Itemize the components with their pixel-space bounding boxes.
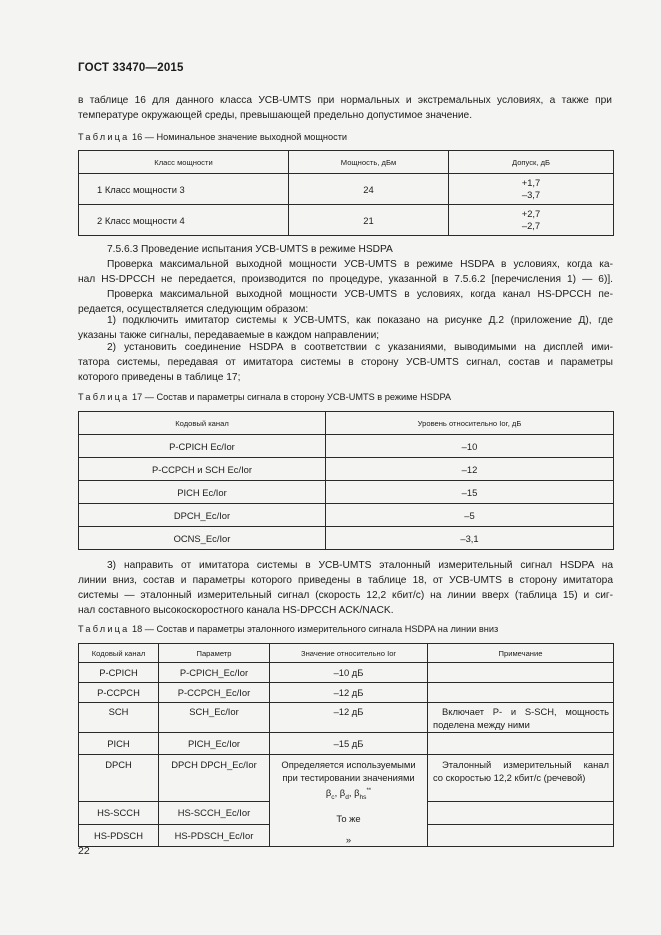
parameter-cell: HS-PDSCH_Ec/Ior — [159, 824, 270, 846]
table16-caption-prefix: Таблица — [78, 132, 130, 142]
beta-values: $\beta_c$, $\beta_d$, $\beta_{hs}^{**}$ — [325, 787, 372, 801]
table-row — [79, 504, 614, 527]
note-line: Эталонный измерительный канал — [442, 759, 609, 770]
channel-cell: P-CPICH Ec/Ior — [79, 435, 326, 458]
step3-line4: нал составного высокоскоростного канала HS-DPCCH ACK/NACK. — [78, 605, 394, 616]
step3-line3: системы — эталонный измерительный сигнал (скорость 12,2 кбит/с) на линии вверх (таблица 15) и сиг- — [78, 590, 613, 601]
beta-symbol: β — [339, 787, 346, 799]
step3-line2: линии вниз, состав и параметры которого приведены в таблице 18, от УСВ-UMTS в сторону имитатора — [78, 575, 613, 586]
value-line: » — [345, 834, 352, 845]
channel-cell: P-CCPCH и SCH Ec/Ior — [79, 458, 326, 481]
note-line: поделена между ними — [433, 718, 530, 730]
table-row — [79, 458, 614, 481]
level-cell: –10 — [326, 435, 614, 458]
section-heading: 7.5.6.3 Проведение испытания УСВ-UMTS в режиме HSDPA — [107, 244, 393, 255]
beta-symbol: β — [354, 787, 360, 799]
table-row — [79, 733, 614, 755]
channel-cell: OCNS_Ec/Ior — [79, 527, 326, 550]
note-cell — [428, 824, 614, 846]
step3-line1: 3) направить от имитатора системы в УСВ-UMTS эталонный измерительный сигнал HSDPA на — [107, 560, 613, 571]
value-cell — [270, 755, 428, 847]
note-cell — [428, 733, 614, 755]
table18-header-value: Значение относительно Іor — [270, 644, 428, 663]
power-class-cell: 2 Класс мощности 4 — [79, 205, 289, 236]
note-cell — [428, 755, 614, 802]
para2-line2: редается, осуществляется следующим образом: — [78, 304, 309, 315]
table18-header-channel: Кодовый канал — [79, 644, 159, 663]
power-value-cell: 24 — [289, 174, 449, 205]
table16-header-tolerance: Допуск, дБ — [449, 151, 614, 174]
value-line: Определяется используемыми — [281, 759, 416, 770]
para2-line1: Проверка максимальной выходной мощности УСВ-UMTS в условиях, когда канал HS-DPCCH пе- — [107, 289, 613, 300]
para4-line1: 2) установить соединение HSDPA в соответствии с указаниями, выводимыми на дисплей ими- — [107, 342, 613, 353]
channel-cell: DPCH_Ec/Ior — [79, 504, 326, 527]
table-row — [79, 683, 614, 703]
value-cell: –10 дБ — [270, 663, 428, 683]
tolerance-cell — [449, 205, 614, 236]
power-class-cell: 1 Класс мощности 3 — [79, 174, 289, 205]
channel-cell: P-CPICH — [79, 663, 159, 683]
parameter-cell: P-CCPCH_Ec/Ior — [159, 683, 270, 703]
parameter-cell: PICH_Ec/Ior — [159, 733, 270, 755]
level-cell: –5 — [326, 504, 614, 527]
tolerance-minus: –3,7 — [521, 189, 541, 200]
channel-cell: HS-PDSCH — [79, 824, 159, 846]
intro-line-2: температуре окружающей среды, превышающей предельно допустимое значение. — [78, 110, 473, 121]
channel-cell: PICH — [79, 733, 159, 755]
level-cell: –15 — [326, 481, 614, 504]
note-line: Включает P- и S-SCH, мощность — [442, 705, 609, 717]
table17-caption — [78, 392, 451, 402]
document-header-id: ГОСТ 33470—2015 — [78, 62, 184, 74]
channel-cell: HS-SCCH — [79, 802, 159, 824]
table-row — [79, 755, 614, 802]
parameter-cell: P-CPICH_Ec/Ior — [159, 663, 270, 683]
note-line: со скоростью 12,2 кбит/с (речевой) — [433, 772, 586, 783]
table17-caption-prefix: Таблица — [78, 392, 130, 402]
table16-caption-text: 16 — Номинальное значение выходной мощности — [132, 132, 348, 142]
para1-line1: Проверка максимальной выходной мощности УСВ-UMTS в режиме HSDPA в условиях, когда ка- — [107, 259, 613, 270]
beta-subscript-hs: hs — [359, 794, 367, 801]
beta-subscript-d: d — [345, 794, 349, 801]
power-value-cell: 21 — [289, 205, 449, 236]
table-16 — [78, 150, 614, 236]
value-line: при тестировании значениями — [282, 772, 415, 783]
table-row — [79, 663, 614, 683]
table-row — [79, 703, 614, 733]
table16-header-power: Мощность, дБм — [289, 151, 449, 174]
table-18 — [78, 643, 614, 847]
table-17 — [78, 411, 614, 550]
table17-header-level: Уровень относительно Іor, дБ — [326, 412, 614, 435]
tolerance-cell — [449, 174, 614, 205]
note-cell — [428, 683, 614, 703]
level-cell: –12 — [326, 458, 614, 481]
table18-caption-prefix: Таблица — [78, 624, 130, 634]
value-cell: –12 дБ — [270, 703, 428, 733]
channel-cell: P-CCPCH — [79, 683, 159, 703]
beta-symbol: β — [325, 787, 332, 799]
para3-line1: 1) подключить имитатор системы к УСВ-UMTS, как показано на рисунке Д.2 (приложение Д), где — [107, 315, 613, 326]
note-cell — [428, 663, 614, 683]
parameter-cell: DPCH DPCH_Ec/Ior — [159, 755, 270, 802]
tolerance-plus: +1,7 — [521, 177, 541, 188]
channel-cell: SCH — [79, 703, 159, 733]
para1-line2: нал HS-DPCCH не передается, производится по процедуре, указанной в 7.5.6.2 [перечисления 1) — 6)]. — [78, 274, 613, 285]
table-row — [79, 527, 614, 550]
channel-cell: DPCH — [79, 755, 159, 802]
tolerance-minus: –2,7 — [521, 220, 541, 231]
table18-header-parameter: Параметр — [159, 644, 270, 663]
value-line: То же — [336, 813, 361, 824]
parameter-cell: HS-SCCH_Ec/Ior — [159, 802, 270, 824]
value-cell: –12 дБ — [270, 683, 428, 703]
table16-caption — [78, 132, 347, 142]
intro-line-1: в таблице 16 для данного класса УСВ-UMTS при нормальных и экстремальных условиях, а также при — [78, 95, 612, 106]
para4-line2: татора системы, передавая от имитатора системы в сторону УСВ-UMTS сигнал, состав и параметры — [78, 357, 613, 368]
para3-line2: указаны также сигналы, передаваемые в каждом направлении; — [78, 330, 380, 341]
para4-line3: которого приведены в таблице 17; — [78, 372, 241, 383]
note-cell — [428, 703, 614, 733]
table-row — [79, 174, 614, 205]
table18-caption — [78, 624, 498, 634]
table17-header-channel: Кодовый канал — [79, 412, 326, 435]
beta-subscript-c: c — [331, 794, 335, 801]
parameter-cell: SCH_Ec/Ior — [159, 703, 270, 733]
tolerance-plus: +2,7 — [521, 208, 541, 219]
value-cell: –15 дБ — [270, 733, 428, 755]
table-row — [79, 481, 614, 504]
table18-header-note: Примечание — [428, 644, 614, 663]
footnote-stars: ** — [366, 788, 372, 794]
table17-caption-text: 17 — Состав и параметры сигнала в сторону УСВ-UMTS в режиме HSDPA — [132, 392, 452, 402]
channel-cell: PICH Ec/Ior — [79, 481, 326, 504]
table18-caption-text: 18 — Состав и параметры эталонного измерительного сигнала HSDPA на линии вниз — [132, 624, 499, 634]
table16-header-class: Класс мощности — [79, 151, 289, 174]
page-number: 22 — [78, 845, 90, 857]
note-cell — [428, 802, 614, 824]
level-cell: –3,1 — [326, 527, 614, 550]
table-row — [79, 435, 614, 458]
table-row — [79, 205, 614, 236]
